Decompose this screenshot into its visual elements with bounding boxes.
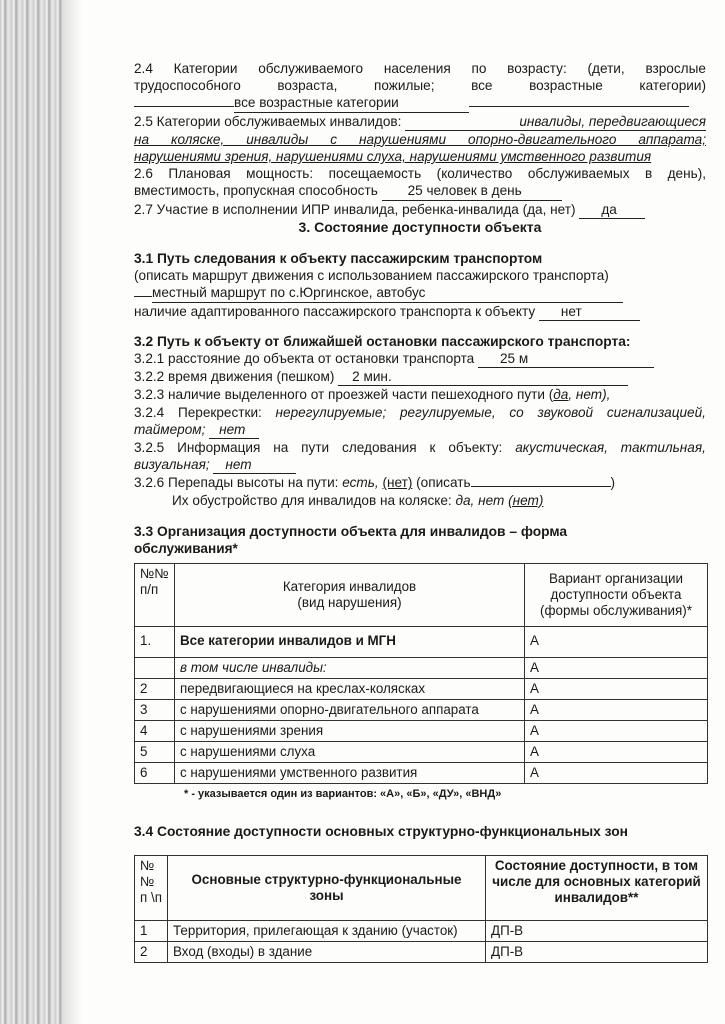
s31-adapted-line: наличие адаптированного пассажирского транспорта к объекту нет: [134, 303, 706, 321]
s321-line: 3.2.1 расстояние до объекта от остановки транспорта 25 м: [134, 350, 706, 368]
s24-value: все возрастные категории: [234, 94, 469, 112]
s33-head-cat: Категория инвалидов (вид нарушения): [175, 564, 525, 627]
table-row: 5 с нарушениями слуха А: [135, 742, 708, 763]
s326-sub-line: Их обустройство для инвалидов на коляске: да, нет (нет): [172, 492, 544, 508]
s25-line1: [134, 113, 706, 131]
s34-title: 3.4 Состояние доступности основных структурно-функциональных зон: [134, 824, 628, 840]
s324-line1: 3.2.4 Перекрестки: нерегулируемые; регулируемые, со звуковой сигнализацией,: [134, 404, 706, 420]
s324-value: нет: [209, 421, 259, 439]
section3-title: 3. Состояние доступности объекта: [298, 218, 542, 235]
s25-label: 2.5 Категории обслуживаемых инвалидов:: [134, 113, 402, 129]
s34-head-zone: Основные структурно-функциональные зоны: [168, 855, 486, 920]
s325-line2: визуальная; нет: [134, 456, 706, 474]
table-row: 2 Вход (входы) в здание ДП-В: [135, 941, 708, 962]
s321-value: 25 м: [478, 350, 654, 368]
s25-value-1: инвалиды, передвигающиеся: [405, 113, 706, 131]
s34-head-state: Состояние доступности, в том числе для основных категорий инвалидов**: [486, 855, 708, 920]
s25-value-2: на коляске, инвалиды с нарушениями опорно-двигательного аппарата;: [134, 131, 706, 147]
s24-value-line: [134, 94, 706, 112]
binder-edge: [0, 0, 62, 1024]
s322-value: 2 мин.: [338, 368, 628, 386]
s31-route-line: [134, 284, 706, 302]
s25-value-3: нарушениями зрения, нарушениями слуха, нарушениями умственного развития: [134, 149, 652, 165]
s31-title: 3.1 Путь следования к объекту пассажирским транспортом: [134, 251, 543, 267]
s24-line1: 2.4 Категории обслуживаемого населения по возрасту: (дети, взрослые: [134, 61, 706, 76]
s322-line: 3.2.2 время движения (пешком) 2 мин.: [134, 368, 706, 386]
s26-line2: вместимость, пропускная способность 25 человек в день: [134, 182, 706, 200]
s33-note: * - указывается один из вариантов: «А», «Б», «ДУ», «ВНД»: [184, 788, 502, 801]
table-row: 6 с нарушениями умственного развития А: [135, 763, 708, 784]
document-page: [134, 60, 706, 963]
table-row: в том числе инвалиды: А: [135, 658, 708, 679]
s31-adapted-value: нет: [539, 303, 640, 321]
s24-line2: трудоспособного возраста, пожилые; все возрастные категории): [134, 78, 706, 94]
s33-table: [134, 563, 708, 784]
table-row: 3 с нарушениями опорно-двигательного аппарата А: [135, 700, 708, 721]
s323-line: 3.2.3 наличие выделенного от проезжей части пешеходного пути (да, нет),: [134, 387, 611, 403]
s31-route: местный маршрут по с.Юргинское, автобус: [152, 284, 623, 302]
table-row: 4 с нарушениями зрения А: [135, 721, 708, 742]
s325-line1: 3.2.5 Информация на пути следования к объекту: акустическая, тактильная,: [134, 440, 706, 456]
s33-title-2: обслуживания*: [134, 541, 238, 557]
table-row: 1 Территория, прилегающая к зданию (участок) ДП-В: [135, 920, 708, 941]
s34-head-num: № № п \п: [135, 855, 168, 920]
s26-value: 25 человек в день: [382, 182, 562, 200]
s325-value: нет: [213, 456, 295, 474]
s34-header-row: [135, 855, 708, 920]
s33-header-row: [135, 564, 708, 627]
s32-title: 3.2 Путь к объекту от ближайшей остановки пассажирского транспорта:: [134, 333, 631, 349]
s326-line: 3.2.6 Перепады высоты на пути: есть, (нет) (описать ): [134, 475, 616, 491]
binder-shadow: [62, 0, 82, 1024]
s34-table: [134, 855, 708, 963]
s27-line: 2.7 Участие в исполнении ИПР инвалида, ребенка-инвалида (да, нет) да: [134, 201, 706, 219]
s33-head-num: №№ п/п: [135, 564, 175, 627]
s33-title-1: 3.3 Организация доступности объекта для инвалидов – форма: [134, 523, 568, 539]
table-row: 1. Все категории инвалидов и МГН А: [135, 627, 708, 658]
s33-head-var: Вариант организации доступности объекта (формы обслуживания)*: [525, 564, 708, 627]
s31-desc: (описать маршрут движения с использованием пассажирского транспорта): [134, 268, 609, 284]
s27-value: да: [579, 201, 645, 219]
s26-line1: 2.6 Плановая мощность: посещаемость (количество обслуживаемых в день),: [134, 166, 706, 182]
s324-line2: таймером; нет: [134, 421, 706, 439]
table-row: 2 передвигающиеся на креслах-колясках А: [135, 679, 708, 700]
